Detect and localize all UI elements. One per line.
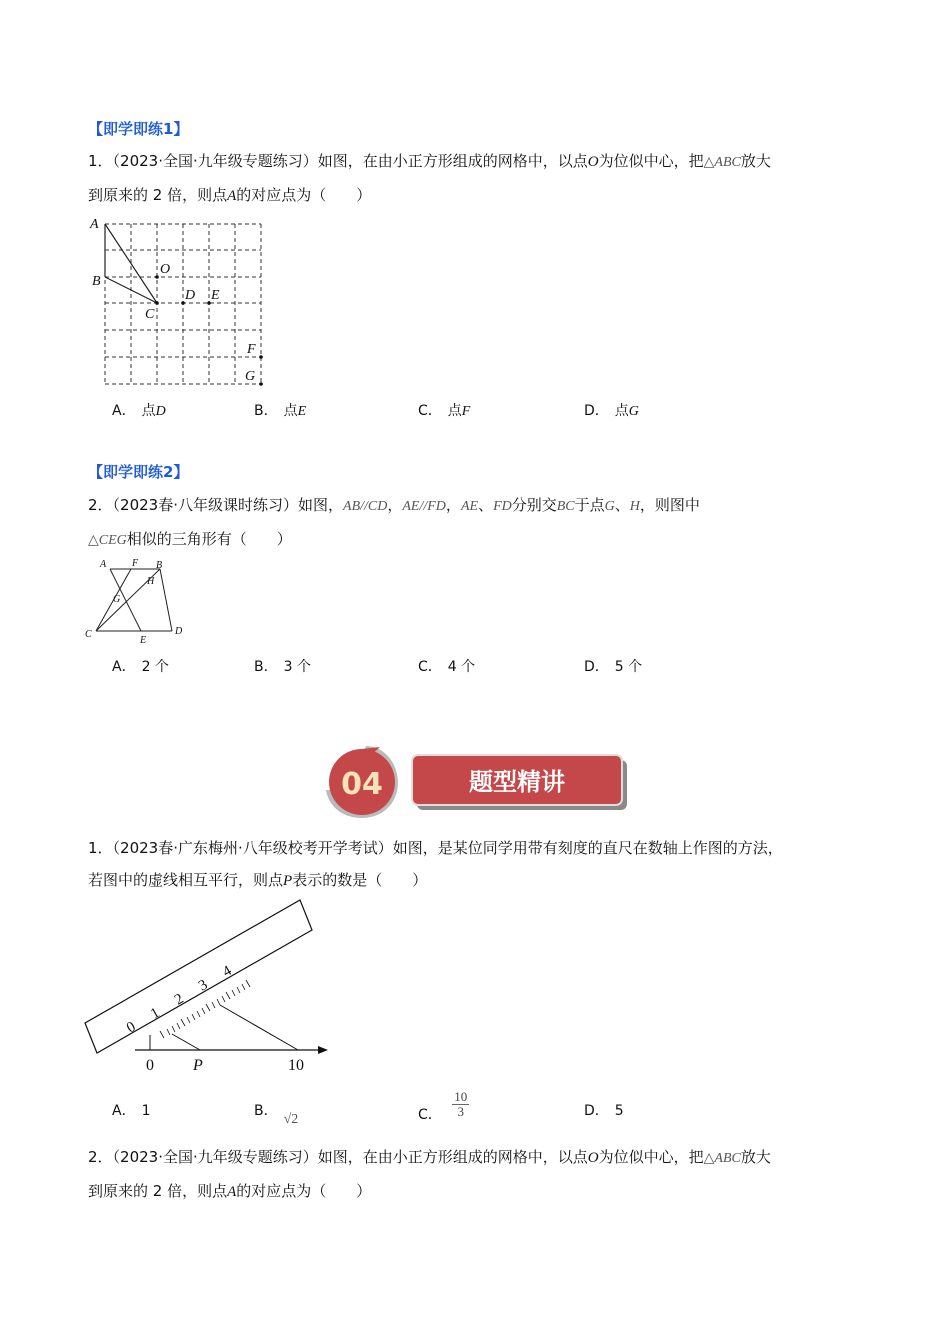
figure-lines [96, 569, 172, 631]
option-c[interactable]: C． 4 个 [418, 659, 476, 675]
option-c[interactable]: C． $\frac{10}{3}$ [418, 1089, 468, 1123]
option-a[interactable]: A． 1 [112, 1103, 151, 1119]
ruler-label-3: 3 [196, 976, 211, 995]
label-d: D [175, 626, 183, 637]
grid-figure-1 [85, 210, 275, 395]
label-h: H [147, 576, 155, 587]
label-e: E [140, 635, 147, 646]
option-b[interactable]: B． 3 个 [254, 659, 311, 675]
label-c: C [85, 629, 92, 640]
question-4: 2．（2023·全国·九年级专题练习）如图，在由小正方形组成的网格中，以点O为位似中心，把△ABC放大 到原来的 2 倍，则点A的对应点为（ ） [88, 1148, 771, 1200]
question-2: 2．（2023春·八年级课时练习）如图，AB//CD，AE//FD，AE、FD分别交BC于点G、H，则图中 △CEG相似的三角形有（ ） [88, 496, 700, 548]
label-f: F [132, 558, 139, 569]
parallel-lines [150, 1005, 298, 1050]
section-banner [322, 742, 632, 822]
option-d[interactable]: D． 5 个 [584, 659, 643, 675]
option-b[interactable]: B． 点E [254, 403, 307, 419]
label-g: G [245, 369, 256, 384]
option-d[interactable]: D． 5 [584, 1103, 624, 1119]
question-3: 1．（2023春·广东梅州·八年级校考开学考试）如图，是某位同学用带有刻度的直尺在数轴上作图的方法， 若图中的虚线相互平行，则点P表示的数是（ ） [88, 839, 783, 889]
question-number: 1． [88, 152, 113, 170]
ruler-label-2: 2 [172, 990, 187, 1009]
ruler-figure [80, 895, 335, 1080]
axis-label-zero: 0 [146, 1057, 154, 1074]
question-1: 1．（2023·全国·九年级专题练习）如图，在由小正方形组成的网格中，以点O为位似中心，把△ABC放大 到原来的 2 倍，则点A的对应点为（ ） [88, 152, 771, 204]
label-a: A [100, 559, 107, 570]
parallel-figure-2 [80, 555, 195, 647]
axis-label-p: P [193, 1057, 203, 1074]
label-a: A [90, 217, 99, 232]
label-o: O [160, 262, 171, 277]
label-g: G [113, 594, 121, 605]
banner-title: 题型精讲 [469, 768, 565, 796]
label-c: C [145, 307, 155, 322]
label-d: D [185, 288, 196, 303]
fraction: $\frac{10}{3}$ [454, 1089, 468, 1119]
ruler-label-4: 4 [220, 962, 235, 981]
option-d[interactable]: D． 点G [584, 403, 639, 419]
banner-number: 04 [341, 767, 383, 802]
option-a[interactable]: A． 点D [112, 403, 166, 419]
triangle-abc [105, 224, 157, 303]
label-f: F [247, 342, 256, 357]
option-a[interactable]: A． 2 个 [112, 659, 169, 675]
label-b: B [156, 560, 163, 571]
section-title-1: 【即学即练1】 [88, 120, 189, 138]
label-b: B [92, 274, 101, 289]
label-e: E [211, 288, 220, 303]
option-b[interactable]: B．√2 [254, 1103, 299, 1127]
ruler-label-0: 0 [124, 1018, 139, 1037]
axis-label-ten: 10 [288, 1057, 304, 1074]
question-source: （2023·全国·九年级专题练习） [112, 152, 318, 170]
ruler-label-1: 1 [148, 1004, 163, 1023]
ruler [85, 900, 312, 1053]
option-c[interactable]: C． 点F [418, 403, 471, 419]
section-title-2: 【即学即练2】 [88, 463, 189, 481]
axis-arrow [318, 1046, 328, 1054]
